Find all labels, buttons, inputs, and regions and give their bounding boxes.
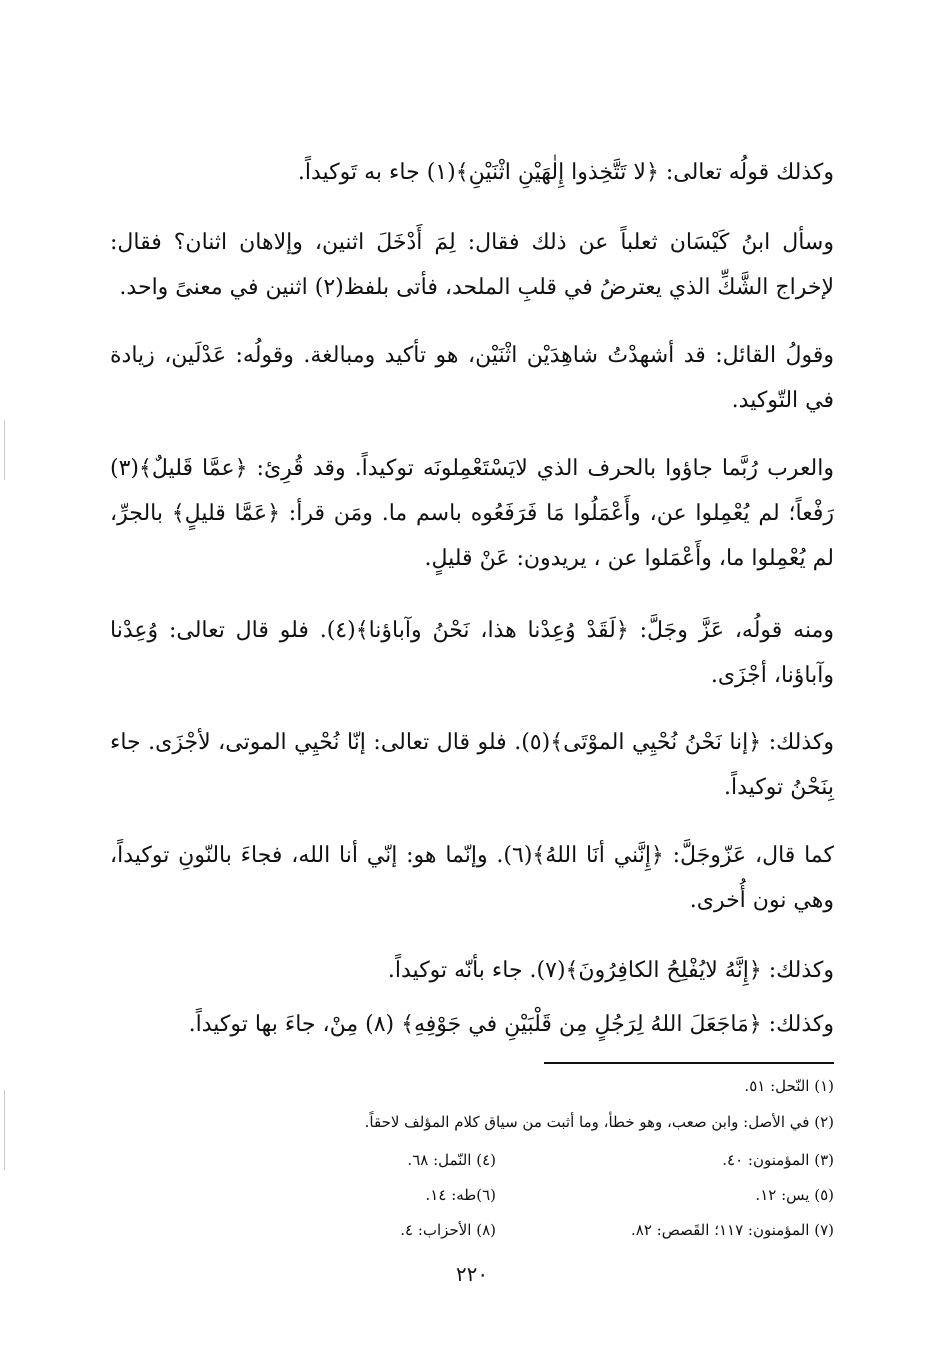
paragraph-1: وكذلك قولُه تعالى: ﴿لا تَتَّخِذوا إِلٰهَيْنِ اثْنَيْنِ﴾(١) جاء به تَوكيداً.: [297, 160, 834, 185]
paragraph-9: وكذلك: ﴿مَاجَعَلَ اللهُ لِرَجُلٍ مِن قَلْبَيْنِ في جَوْفِهِ﴾ (٨) مِنْ، جاءَ بها توكيداً.: [188, 1012, 834, 1037]
paragraph-6: وكذلك: ﴿إنا نَحْنُ نُحْيِي الموْتَى﴾(٥). فلو قال تعالى: إنّا نُحْيِي الموتى، لأجْزَى. جاء بِنَحْنُ توكيداً.: [110, 730, 834, 800]
footnote-5: (٥) يس: ١٢.: [755, 1186, 834, 1204]
paragraph-5: ومنه قولُه، عَزَّ وجَلَّ: ﴿لَقَدْ وُعِدْنا هذا، نَحْنُ وآباؤنا﴾(٤). فلو قال تعالى: وُعِدْنا وآباؤنا، أجْزَى.: [110, 618, 834, 688]
footnote-divider: [544, 1062, 834, 1064]
footnote-1: (١) النّحل: ٥١.: [744, 1077, 834, 1095]
footnote-4: (٤) النّمل: ٦٨.: [407, 1151, 496, 1169]
footnote-6: (٦)طه: ١٤.: [425, 1186, 496, 1204]
scan-edge-mark: [4, 1090, 5, 1170]
footnote-2: (٢) في الأصل: وابن صعب، وهو خطأ، وما أثبت من سياق كلام المؤلف لاحقاً.: [364, 1113, 834, 1131]
scan-edge-mark: [4, 420, 5, 480]
paragraph-8: وكذلك: ﴿إِنَّهُ لايُفْلِحُ الكافِرُونَ﴾(٧). جاء بأنّه توكيداً.: [387, 958, 834, 983]
paragraph-2: وسأل ابنُ كَيْسَان ثعلباً عن ذلك فقال: لِمَ أَدْخَلَ اثنين، وإلاهان اثنان؟ فقال: لإخراج الشَّكِّ الذي يعترضُ في قلبِ الملحد، فأتى بلفظ(٢) اثنين في معنىً واحد.: [110, 230, 834, 300]
footnote-3: (٣) المؤمنون: ٤٠.: [722, 1151, 834, 1169]
paragraph-4: والعرب رُبَّما جاؤوا بالحرف الذي لايَسْتَعْمِلونَه توكيداً. وقد قُرِئ: ﴿عمَّا قَليلٌ﴾(٣) رَفْعاً؛ لم يُعْمِلوا عن، وأَعْمَلُوا مَا فَرَفَعُوه باسم ما. ومَن قرأ: ﴿عَمَّا قليلٍ﴾ بالجرِّ، لم يُعْمِلوا ما، وأَعْمَلوا عن ، يريدون: عَنْ قليلٍ.: [110, 456, 834, 571]
page-number: ٢٢٠: [455, 1262, 489, 1286]
paragraph-3: وقولُ القائل: قد أشهدْتُ شاهِدَيْن اثْنَيْن، هو تأكيد ومبالغة. وقولُه: عَدْلَين، زيادة في التّوكيد.: [110, 343, 834, 413]
footnote-7: (٧) المؤمنون: ١١٧؛ القَصص: ٨٢.: [630, 1221, 834, 1239]
footnote-8: (٨) الأحزاب: ٤.: [400, 1221, 496, 1239]
paragraph-7: كما قال، عَزّوجَلَّ: ﴿إِنَّني أنَا اللهُ﴾(٦). وإنّما هو: إنّي أنا الله، فجاءَ بالنّونِ توكيداً، وهي نون أُخرى.: [110, 843, 834, 913]
